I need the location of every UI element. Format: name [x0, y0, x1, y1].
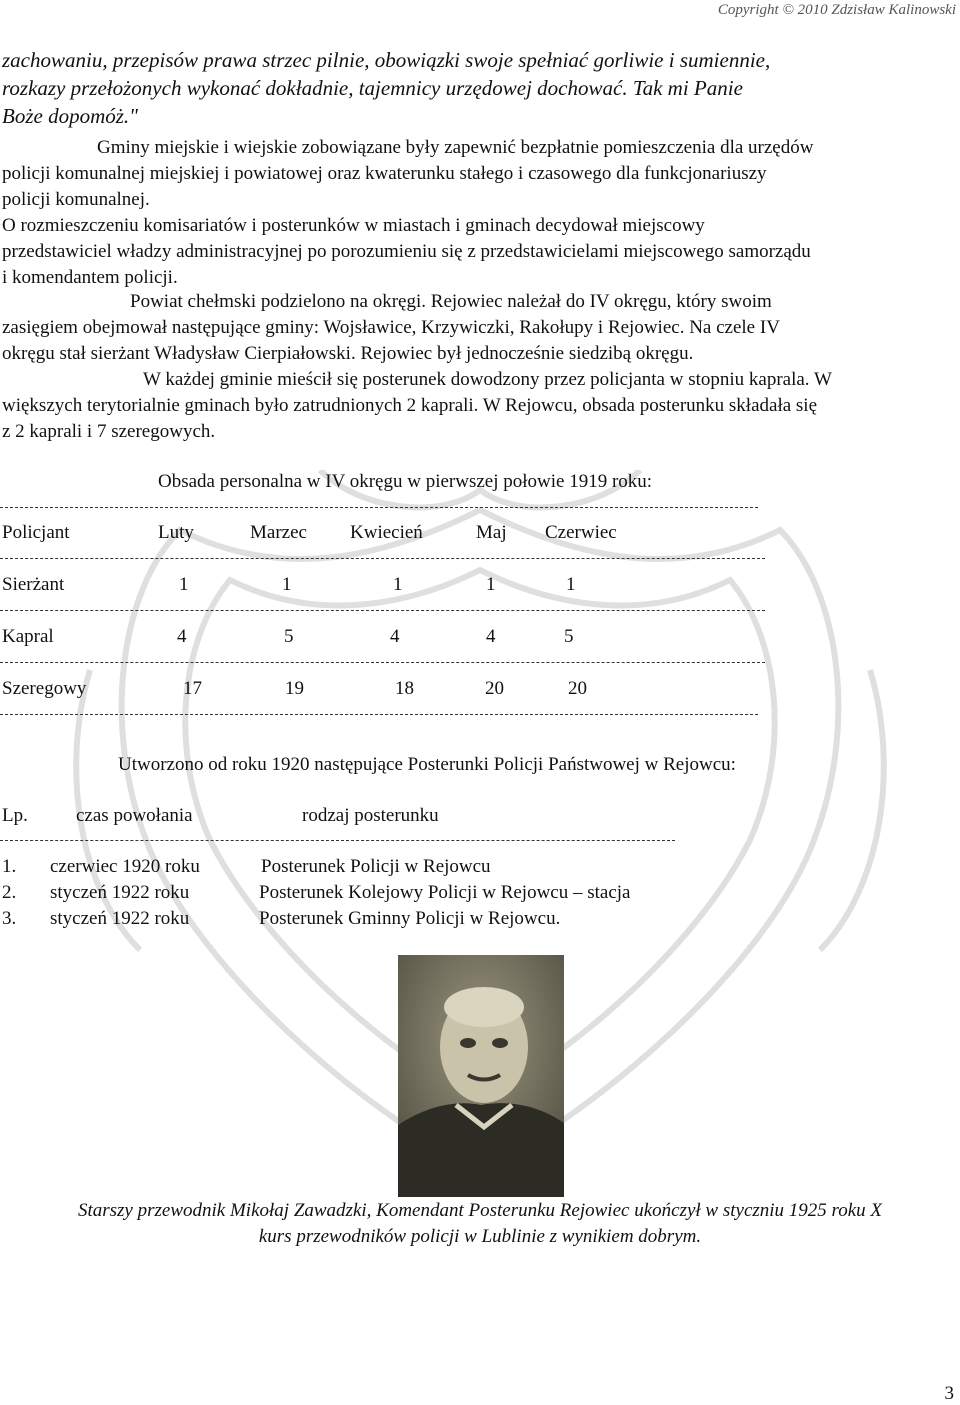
staff-table-rule — [0, 558, 765, 559]
posts-header-czas: czas powołania — [76, 805, 193, 826]
staff-header-policjant: Policjant — [2, 522, 70, 543]
staff-header-maj: Maj — [476, 522, 507, 543]
table-cell: Sierżant — [2, 574, 65, 595]
table-cell: 4 — [486, 626, 496, 647]
table-cell: 1 — [486, 574, 496, 595]
oath-line-2: rozkazy przełożonych wykonać dokładnie, tajemnicy urzędowej dochować. Tak mi Panie — [2, 76, 743, 100]
table-cell: Posterunek Gminny Policji w Rejowcu. — [259, 908, 561, 929]
staff-table-title: Obsada personalna w IV okręgu w pierwszej połowie 1919 roku: — [158, 471, 653, 492]
posts-table-title: Utworzono od roku 1920 następujące Posterunki Policji Państwowej w Rejowcu: — [118, 754, 736, 775]
para1-line-3: policji komunalnej. — [2, 189, 150, 210]
portrait-photo — [398, 955, 564, 1197]
para1-line-2: policji komunalnej miejskiej i powiatowej oraz kwaterunku stałego i czasowego dla funkcjonariuszy — [2, 163, 767, 184]
table-cell: 1 — [393, 574, 403, 595]
table-cell: 20 — [485, 678, 504, 699]
para2-line-1: O rozmieszczeniu komisariatów i posterunków w miastach i gminach decydował miejscowy — [2, 215, 705, 236]
table-cell: 20 — [568, 678, 587, 699]
para2-line-3: i komendantem policji. — [2, 267, 178, 288]
oath-line-1: zachowaniu, przepisów prawa strzec pilnie, obowiązki swoje spełniać gorliwie i sumiennie, — [2, 48, 771, 72]
posts-header-lp: Lp. — [2, 805, 28, 826]
para4-line-3: z 2 kaprali i 7 szeregowych. — [2, 421, 216, 442]
photo-caption-line-2: kurs przewodników policji w Lublinie z wynikiem dobrym. — [258, 1226, 702, 1247]
page-number: 3 — [944, 1383, 954, 1404]
table-cell: Szeregowy — [2, 678, 87, 699]
staff-table-rule — [0, 610, 765, 611]
table-cell: 5 — [564, 626, 574, 647]
staff-table-rule — [0, 662, 765, 663]
copyright-header: Copyright © 2010 Zdzisław Kalinowski — [717, 2, 956, 18]
table-cell: Posterunek Policji w Rejowcu — [261, 856, 491, 877]
staff-table-rule — [0, 714, 758, 715]
para3-line-2: zasięgiem obejmował następujące gminy: Wojsławice, Krzywiczki, Rakołupy i Rejowiec. Na czele IV — [2, 317, 780, 338]
table-cell: 4 — [390, 626, 400, 647]
para4-line-1: W każdej gminie mieścił się posterunek dowodzony przez policjanta w stopniu kaprala. W — [143, 369, 832, 390]
photo-caption-line-1: Starszy przewodnik Mikołaj Zawadzki, Komendant Posterunku Rejowiec ukończył w styczniu 1925 roku X — [77, 1200, 883, 1221]
staff-header-kwiecien: Kwiecień — [350, 522, 423, 543]
table-cell: 18 — [395, 678, 414, 699]
table-cell: 4 — [177, 626, 187, 647]
table-cell: 19 — [285, 678, 304, 699]
posts-table-rule — [0, 840, 675, 841]
table-cell: 17 — [183, 678, 202, 699]
table-cell: 1 — [566, 574, 576, 595]
table-cell: 1 — [282, 574, 292, 595]
table-cell: czerwiec 1920 roku — [50, 856, 200, 877]
table-cell: Posterunek Kolejowy Policji w Rejowcu – stacja — [259, 882, 631, 903]
staff-table-rule — [0, 507, 758, 508]
staff-header-marzec: Marzec — [250, 522, 307, 543]
table-cell: 2. — [2, 882, 17, 903]
para3-line-3: okręgu stał sierżant Władysław Cierpiałowski. Rejowiec był jednocześnie siedzibą okręgu. — [2, 343, 694, 364]
table-cell: styczeń 1922 roku — [50, 882, 190, 903]
staff-header-luty: Luty — [158, 522, 194, 543]
table-cell: 1 — [179, 574, 189, 595]
table-cell: styczeń 1922 roku — [50, 908, 190, 929]
table-cell: 5 — [284, 626, 294, 647]
posts-header-rodzaj: rodzaj posterunku — [302, 805, 439, 826]
para4-line-2: większych terytorialnie gminach było zatrudnionych 2 kaprali. W Rejowcu, obsada posterunku składała się — [2, 395, 818, 416]
table-cell: 3. — [2, 908, 17, 929]
staff-header-czerwiec: Czerwiec — [545, 522, 617, 543]
oath-line-3: Boże dopomóż." — [2, 104, 138, 128]
para3-line-1: Powiat chełmski podzielono na okręgi. Rejowiec należał do IV okręgu, który swoim — [130, 291, 772, 312]
table-cell: 1. — [2, 856, 17, 877]
para2-line-2: przedstawiciel władzy administracyjnej po porozumieniu się z przedstawicielami miejscowego samorządu — [2, 241, 811, 262]
para1-line-1: Gminy miejskie i wiejskie zobowiązane były zapewnić bezpłatnie pomieszczenia dla urzędów — [97, 137, 814, 158]
table-cell: Kapral — [2, 626, 54, 647]
